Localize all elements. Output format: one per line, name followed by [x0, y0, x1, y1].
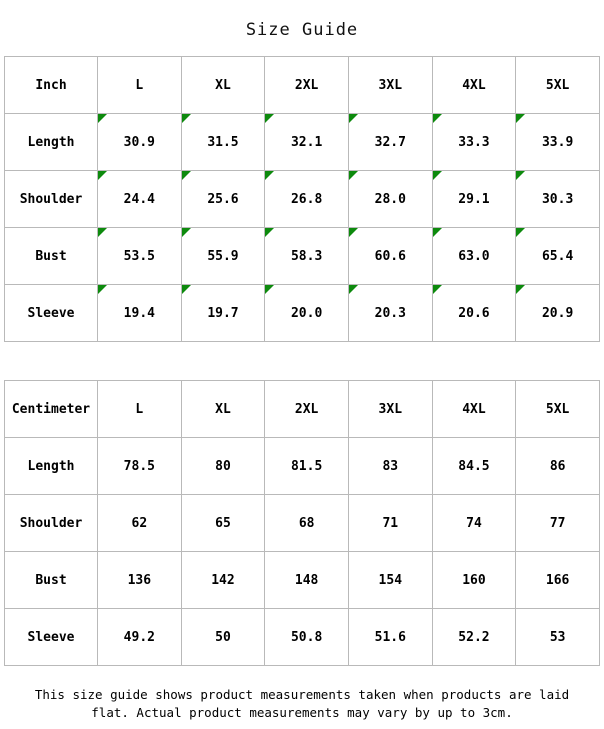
- measurement-cell: 28.0: [348, 171, 432, 228]
- column-header: L: [98, 381, 182, 438]
- size-table-inch: [4, 56, 600, 342]
- measurement-cell: 136: [98, 552, 182, 609]
- unit-header-centimeter: Centimeter: [5, 381, 98, 438]
- centimeter-table-container: [0, 380, 604, 666]
- measurement-cell: 51.6: [348, 609, 432, 666]
- size-guide-footnote: This size guide shows product measurements taken when products are laid flat. Actual product measurements may vary by up to 3cm.: [34, 687, 570, 721]
- table-row: [5, 228, 600, 285]
- inch-table-container: [0, 56, 604, 342]
- table-header-row: [5, 381, 600, 438]
- row-header: Bust: [5, 552, 98, 609]
- measurement-cell: 29.1: [432, 171, 516, 228]
- measurement-cell: 142: [181, 552, 265, 609]
- measurement-cell: 78.5: [98, 438, 182, 495]
- column-header: 3XL: [348, 381, 432, 438]
- measurement-cell: 65: [181, 495, 265, 552]
- measurement-cell: 20.0: [265, 285, 349, 342]
- measurement-cell: 83: [348, 438, 432, 495]
- column-header: XL: [181, 57, 265, 114]
- table-row: [5, 609, 600, 666]
- row-header: Sleeve: [5, 285, 98, 342]
- measurement-cell: 20.3: [348, 285, 432, 342]
- table-spacer: [0, 342, 604, 380]
- row-header: Bust: [5, 228, 98, 285]
- measurement-cell: 68: [265, 495, 349, 552]
- row-header: Shoulder: [5, 171, 98, 228]
- column-header: 5XL: [516, 57, 600, 114]
- measurement-cell: 26.8: [265, 171, 349, 228]
- measurement-cell: 20.9: [516, 285, 600, 342]
- measurement-cell: 154: [348, 552, 432, 609]
- measurement-cell: 24.4: [98, 171, 182, 228]
- row-header: Length: [5, 114, 98, 171]
- page-title: Size Guide: [245, 20, 359, 40]
- measurement-cell: 53.5: [98, 228, 182, 285]
- column-header: 2XL: [265, 57, 349, 114]
- measurement-cell: 49.2: [98, 609, 182, 666]
- measurement-cell: 60.6: [348, 228, 432, 285]
- measurement-cell: 84.5: [432, 438, 516, 495]
- measurement-cell: 50: [181, 609, 265, 666]
- column-header: 5XL: [516, 381, 600, 438]
- row-header: Sleeve: [5, 609, 98, 666]
- measurement-cell: 50.8: [265, 609, 349, 666]
- measurement-cell: 30.9: [98, 114, 182, 171]
- table-row: [5, 285, 600, 342]
- table-row: [5, 114, 600, 171]
- table-row: [5, 438, 600, 495]
- measurement-cell: 63.0: [432, 228, 516, 285]
- measurement-cell: 32.1: [265, 114, 349, 171]
- measurement-cell: 53: [516, 609, 600, 666]
- unit-header-inch: Inch: [5, 57, 98, 114]
- measurement-cell: 19.4: [98, 285, 182, 342]
- column-header: 4XL: [432, 381, 516, 438]
- column-header: XL: [181, 381, 265, 438]
- measurement-cell: 55.9: [181, 228, 265, 285]
- row-header: Length: [5, 438, 98, 495]
- measurement-cell: 52.2: [432, 609, 516, 666]
- measurement-cell: 31.5: [181, 114, 265, 171]
- measurement-cell: 33.9: [516, 114, 600, 171]
- measurement-cell: 25.6: [181, 171, 265, 228]
- table-row: [5, 552, 600, 609]
- column-header: 4XL: [432, 57, 516, 114]
- column-header: L: [98, 57, 182, 114]
- table-row: [5, 171, 600, 228]
- measurement-cell: 166: [516, 552, 600, 609]
- measurement-cell: 86: [516, 438, 600, 495]
- measurement-cell: 148: [265, 552, 349, 609]
- column-header: 2XL: [265, 381, 349, 438]
- column-header: 3XL: [348, 57, 432, 114]
- measurement-cell: 81.5: [265, 438, 349, 495]
- measurement-cell: 80: [181, 438, 265, 495]
- measurement-cell: 65.4: [516, 228, 600, 285]
- measurement-cell: 33.3: [432, 114, 516, 171]
- measurement-cell: 30.3: [516, 171, 600, 228]
- measurement-cell: 62: [98, 495, 182, 552]
- measurement-cell: 32.7: [348, 114, 432, 171]
- measurement-cell: 20.6: [432, 285, 516, 342]
- measurement-cell: 160: [432, 552, 516, 609]
- measurement-cell: 58.3: [265, 228, 349, 285]
- measurement-cell: 19.7: [181, 285, 265, 342]
- size-table-centimeter: [4, 380, 600, 666]
- measurement-cell: 71: [348, 495, 432, 552]
- measurement-cell: 77: [516, 495, 600, 552]
- table-row: [5, 495, 600, 552]
- table-header-row: [5, 57, 600, 114]
- row-header: Shoulder: [5, 495, 98, 552]
- measurement-cell: 74: [432, 495, 516, 552]
